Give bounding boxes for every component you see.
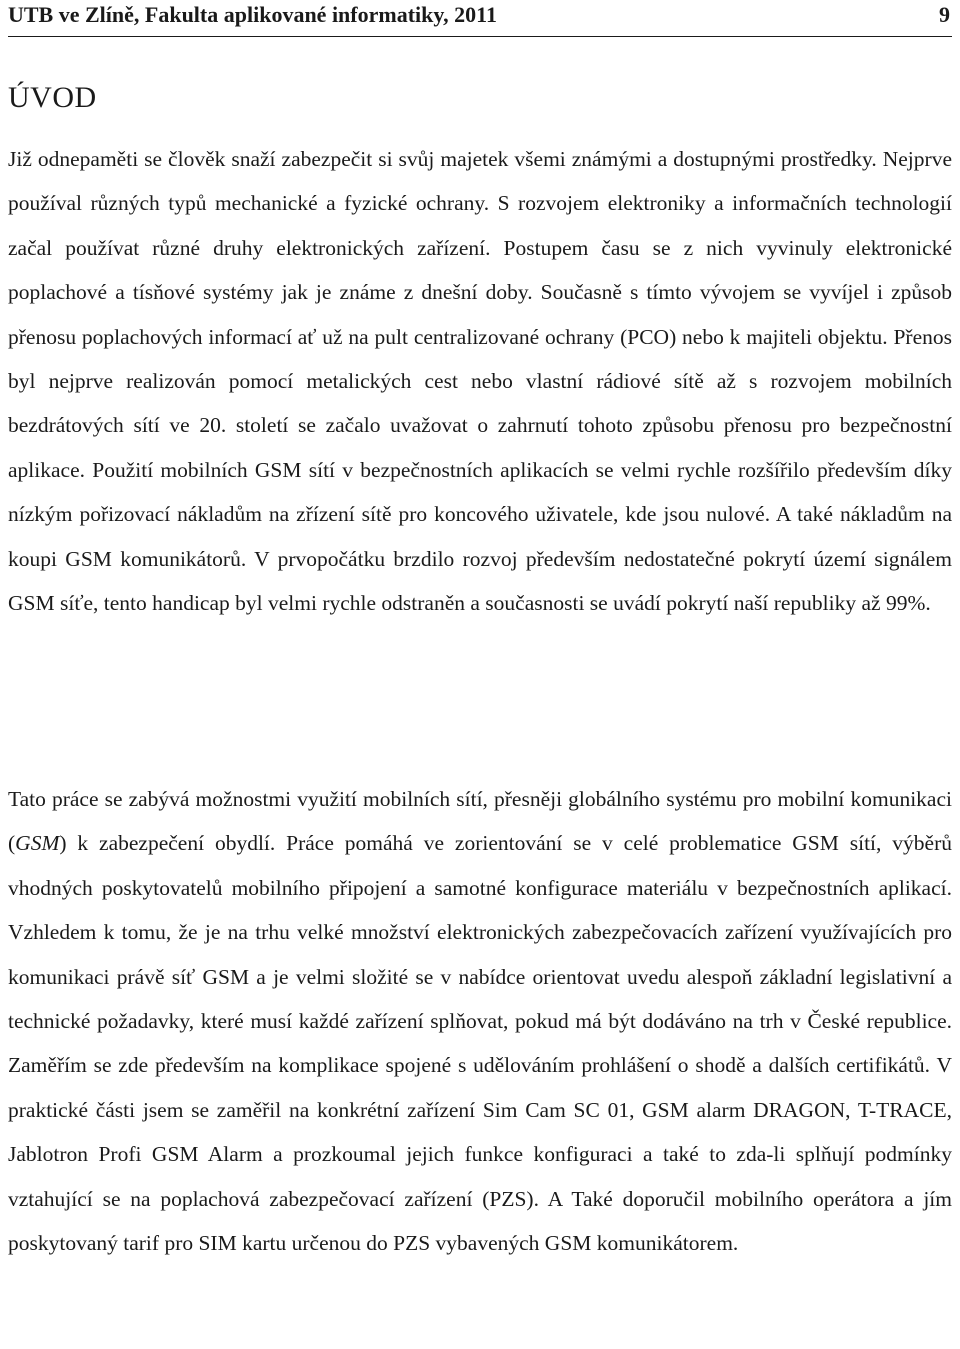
- italic-abbreviation: GSM: [15, 831, 60, 856]
- header-title: UTB ve Zlíně, Fakulta aplikované informatiky, 2011: [8, 2, 497, 27]
- running-header: [8, 0, 952, 37]
- page-number: 9: [939, 2, 950, 27]
- paragraph-text-after: ) k zabezpečení obydlí. Práce pomáhá ve zorientování se v celé problematice GSM sítí, výběrů vhodných poskytovatelů mobilního připojení a samotné konfigurace materiálu v bezpečnostních aplikací. Vzhledem k tomu, že je na trhu velké množství elektronických zabezpečovacích zařízení využívajících pro komunikaci právě síť GSM a je velmi složité se v nabídce orientovat uvedu alespoň základní legislativní a technické požadavky, které musí každé zařízení splňovat, pokud má být dodáváno na trh v České republice. Zaměřím se zde především na komplikace spojené s udělováním prohlášení o shodě a dalších certifikátů. V praktické části jsem se zaměřil na konkrétní zařízení Sim Cam SC 01, GSM alarm DRAGON, T-TRACE, Jablotron Profi GSM Alarm a prozkoumal jejich funkce konfiguraci a také to zda-li splňují podmínky vztahující se na poplachová zabezpečovací zařízení (PZS). A Také doporučil mobilního operátora a jím poskytovaný tarif pro SIM kartu určenou do PZS vybavených GSM komunikátorem.: [8, 831, 952, 1256]
- section-title: ÚVOD: [8, 81, 97, 114]
- paragraph-text-before: Tato práce se zabývá možnostmi využití mobilních sítí, přesněji globálního systému pro mobilní komunikaci (: [8, 787, 952, 856]
- paragraph-thesis-scope: [8, 777, 952, 1265]
- paragraph-introduction: Již odnepaměti se člověk snaží zabezpečit si svůj majetek všemi známými a dostupnými prostředky. Nejprve používal různých typů mechanické a fyzické ochrany. S rozvojem elektroniky a informačních technologií začal používat různé druhy elektronických zařízení. Postupem času se z nich vyvinuly elektronické poplachové a tísňové systémy jak je známe z dnešní doby. Současně s tímto vývojem se vyvíjel i způsob přenosu poplachových informací ať už na pult centralizované ochrany (PCO) nebo k majiteli objektu. Přenos byl nejprve realizován pomocí metalických cest nebo vlastní rádiové sítě až s rozvojem mobilních bezdrátových sítí ve 20. století se začalo uvažovat o zahrnutí tohoto způsobu přenosu pro bezpečnostní aplikace. Použití mobilních GSM sítí v bezpečnostních aplikacích se velmi rychle rozšířilo především díky nízkým pořizovací nákladům na zřízení sítě pro koncového uživatele, kde jsou nulové. A také nákladům na koupi GSM komunikátorů. V prvopočátku brzdilo rozvoj především nedostatečné pokrytí území signálem GSM síťe, tento handicap byl velmi rychle odstraněn a současnosti se uvádí pokrytí naší republiky až 99%.: [8, 147, 952, 616]
